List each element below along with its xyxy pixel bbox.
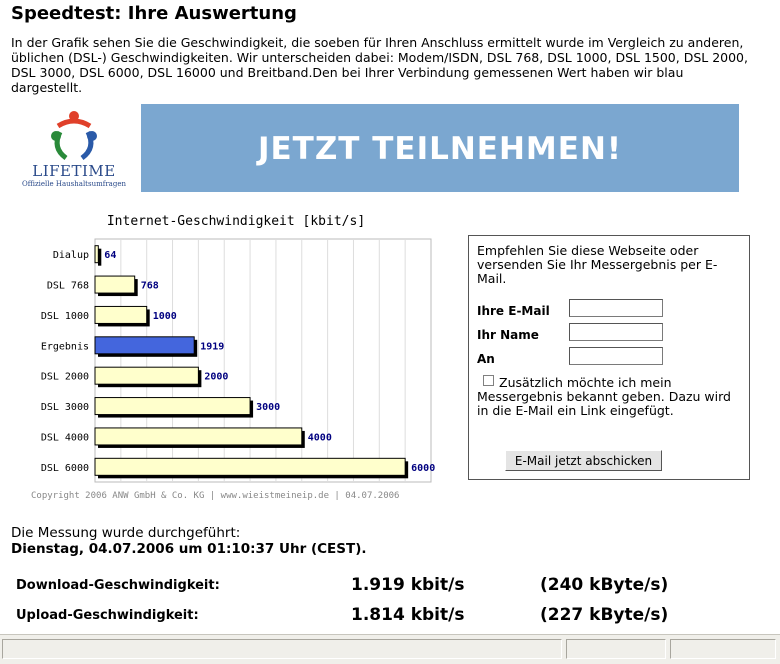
chart-title: Internet-Geschwindigkeit [kbit/s] bbox=[106, 214, 366, 229]
value-label: 1919 bbox=[200, 341, 225, 353]
bar bbox=[95, 337, 194, 354]
category-label: DSL 2000 bbox=[40, 371, 89, 383]
join-now-banner[interactable]: JETZT TEILNEHMEN! bbox=[141, 104, 739, 192]
value-label: 768 bbox=[140, 280, 159, 292]
logo-subtitle: Offizielle Haushaltsumfragen bbox=[22, 180, 126, 188]
send-email-button[interactable]: E-Mail jetzt abschicken bbox=[505, 450, 662, 471]
page-title: Speedtest: Ihre Auswertung bbox=[11, 3, 297, 24]
lifetime-logo[interactable] bbox=[22, 106, 126, 192]
value-label: 1000 bbox=[152, 310, 177, 322]
download-label: Download-Geschwindigkeit: bbox=[16, 578, 220, 593]
category-label: DSL 4000 bbox=[40, 432, 89, 444]
upload-kbit: 1.814 kbit/s bbox=[351, 605, 465, 625]
bar bbox=[95, 428, 302, 445]
share-result-label: Zusätzlich möchte ich mein Messergebnis bekannt geben. Dazu wird in die E-Mail ein Link eingefügt. bbox=[477, 375, 731, 418]
category-label: DSL 3000 bbox=[40, 402, 89, 414]
name-input[interactable] bbox=[569, 323, 663, 341]
status-cell-security bbox=[670, 639, 776, 659]
download-kbyte: (240 kByte/s) bbox=[540, 575, 669, 595]
download-kbit: 1.919 kbit/s bbox=[351, 575, 465, 595]
status-cell-main bbox=[2, 639, 562, 659]
bar bbox=[95, 306, 147, 323]
category-label: DSL 6000 bbox=[40, 462, 89, 474]
chart-footer: Copyright 2006 ANW GmbH & Co. KG | www.wieistmeineip.de | 04.07.2006 bbox=[31, 491, 400, 501]
upload-kbyte: (227 kByte/s) bbox=[540, 605, 669, 625]
value-label: 3000 bbox=[256, 402, 281, 414]
status-cell-zone bbox=[566, 639, 666, 659]
upload-label: Upload-Geschwindigkeit: bbox=[16, 608, 199, 623]
recipient-label: An bbox=[477, 352, 495, 366]
category-label: Dialup bbox=[52, 250, 89, 262]
email-form-intro: Empfehlen Sie diese Webseite oder versenden Sie Ihr Messergebnis per E-Mail. bbox=[477, 243, 718, 286]
bar bbox=[95, 367, 198, 384]
measurement-done-label: Die Messung wurde durchgeführt: bbox=[11, 525, 241, 541]
value-label: 4000 bbox=[307, 432, 332, 444]
browser-status-bar bbox=[0, 634, 780, 664]
email-input[interactable] bbox=[569, 299, 663, 317]
value-label: 2000 bbox=[204, 371, 229, 383]
recipient-input[interactable] bbox=[569, 347, 663, 365]
email-form bbox=[468, 235, 750, 480]
intro-text: In der Grafik sehen Sie die Geschwindigkeit, die soeben für Ihren Anschluss ermittelt wurde im Vergleich zu anderen, üblichen (DSL-) Geschwindigkeiten. Wir unterscheiden dabei: Modem/ISDN, DSL 768, DSL 1000, DSL 1500, DSL 2000, DSL 3000, DSL 6000, DSL 16000 und Breitband.Den bei Ihrer Verbindung gemessenen Wert haben wir blau dargestellt. bbox=[11, 35, 748, 95]
bar bbox=[95, 398, 250, 415]
value-label: 64 bbox=[104, 250, 117, 262]
category-label: DSL 1000 bbox=[40, 310, 89, 322]
bar bbox=[95, 458, 405, 475]
category-label: DSL 768 bbox=[46, 280, 89, 292]
email-label: Ihre E-Mail bbox=[477, 304, 550, 318]
value-label: 6000 bbox=[411, 462, 436, 474]
speed-chart bbox=[11, 207, 461, 507]
name-label: Ihr Name bbox=[477, 328, 539, 342]
speed-chart-svg bbox=[11, 207, 461, 507]
measurement-datetime: Dienstag, 04.07.2006 um 01:10:37 Uhr (CEST). bbox=[11, 541, 367, 557]
lifetime-logo-icon bbox=[22, 106, 126, 162]
category-label: Ergebnis bbox=[40, 341, 89, 353]
bar bbox=[95, 276, 135, 293]
bar bbox=[95, 246, 98, 263]
logo-name: LIFETIME bbox=[32, 162, 116, 180]
